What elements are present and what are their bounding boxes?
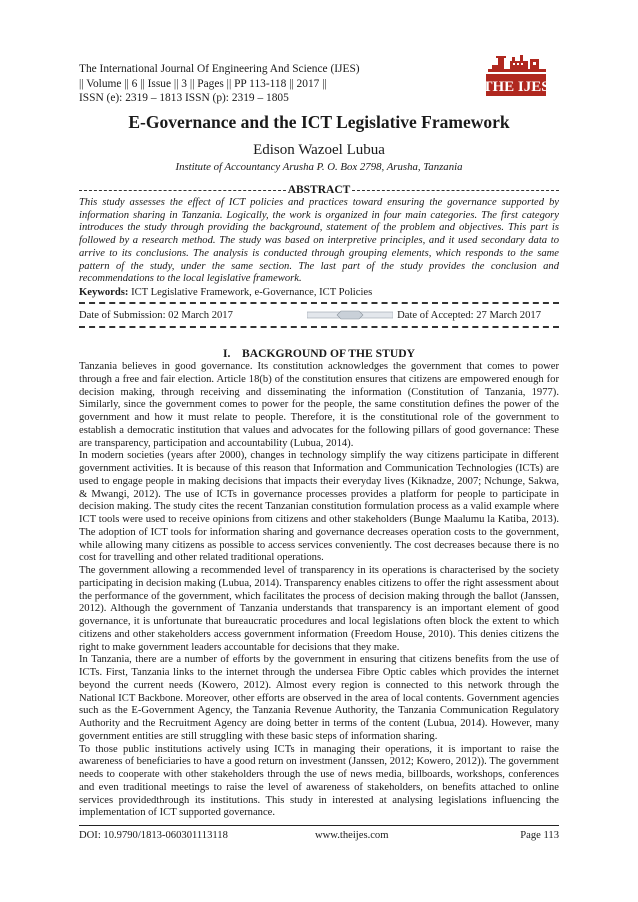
paper-title: E-Governance and the ICT Legislative Framework <box>128 112 510 132</box>
body-paragraph: To those public institutions actively using ICTs in managing their operations, it is important to raise the awareness of beneficiaries to have a good return on investment (Janssen, 2012; Kowero, 2012)). The government needs to cooperate with other stakeholders through the use of news media, billboards, workshops, conferences and even traditional meetings to raise the level of awareness of stakeholders, on benefits attached to online services providedthrough its institutions. This study in interested at analysing legislations influencing the implementation of ICT supported governance. <box>79 743 559 819</box>
keywords-label: Keywords: <box>79 287 129 298</box>
body-paragraph: Tanzania believes in good governance. Its constitution acknowledges the government that comes to power through a free and fair election. Article 18(b) of the constitution ensures that citizens are empowered enough for decision making, through receiving and disseminating the information (Constitution of Tanzania, 1977). Similarly, since the government comes to power for the people, the same constitution defines the power of the government and how it must relate to people. Therefore, it is the constitutional role of the government to establish a democratic institution that values and advocates for the following pillars of good governance: These are transparency, participation and accountability (Lubua, 2014). <box>79 361 559 449</box>
footer-website[interactable]: www.theijes.com <box>315 830 389 841</box>
journal-volume: || Volume || 6 || Issue || 3 || Pages || PP 113-118 || 2017 || <box>79 77 327 90</box>
abstract-heading: ABSTRACT <box>287 184 351 196</box>
dates-row <box>79 309 559 323</box>
section-heading: I. BACKGROUND OF THE STUDY <box>223 347 415 360</box>
body-paragraph: The government allowing a recommended level of transparency in its operations is characterised by the society participating in decision making (Lubua, 2014). Transparency enables citizens to offer the right assessment about the performance of the government, which facilitates the process of decision making through the ballot (Janssen, 2012). Although the government of Tanzania understands that transparency is an important element of good governance, it is unfortunate that bureaucratic procedures and local legislations often block the extent to which citizens and other stakeholders access government information (Freedom House, 2010). This denies citizens the right to make government leaders accountable for decisions that they make. <box>79 565 559 653</box>
divider-dash-right <box>352 190 559 191</box>
page-footer <box>79 829 559 843</box>
footer-doi: DOI: 10.9790/1813-060301113118 <box>79 830 228 841</box>
body-paragraph: In modern societies (years after 2000), changes in technology simplify the way citizens participate in different government activities. It is because of this reason that Information and Communication Technologies (ICTs) are used to engage people in making decisions that impacts their everyday lives (Kiknadze, 2007; Nchunge, Sakwa, & Mwangi, 2012). The use of ICTs in governance processes provides a platform for people to participate in decision making. The study cites the recent Tanzanian constitution formulation process as a valid example where ICT tools were used to receive opinions from citizens and other stakeholders (Bunge Maalumu la Katiba, 2013). The adoption of ICT tools for information sharing and governance decreases operation costs to the government, while allowing many citizens as possible to access services conveniently. The cost decreases because there is no cost for travelling and other related traditional operations. <box>79 450 559 564</box>
section-body <box>79 361 559 820</box>
keywords <box>79 286 559 299</box>
paper-affiliation: Institute of Accountancy Arusha P. O. Box 2798, Arusha, Tanzania <box>175 161 463 173</box>
dates-rule-top <box>79 302 559 304</box>
dates-ornament <box>307 310 393 320</box>
footer-rule <box>79 825 559 826</box>
logo-text: THE IJES <box>482 79 550 95</box>
dates-rule-bottom <box>79 326 559 328</box>
journal-header <box>79 62 360 106</box>
paper-author: Edison Wazoel Lubua <box>253 142 385 158</box>
journal-issn: ISSN (e): 2319 – 1813 ISSN (p): 2319 – 1805 <box>79 92 289 104</box>
footer-page-number: Page 113 <box>520 830 559 841</box>
abstract-text: This study assesses the effect of ICT policies and practices toward ensuring the governance supported by information sharing in Tanzania. Logically, the work is organized in four main categories. The first category introduces the study through providing the background, statement of the problem and objectives. This part is followed by a research method. The study was based on interpretive principles, and it used secondary data to arrive to its conclusions. The analysis is conducted through grouping elements, which responds to the same pattern of the study, under the same section. The last part of the study provides the conclusion and recommendations to the local legislative framework. <box>79 197 559 285</box>
body-paragraph: In Tanzania, there are a number of efforts by the government in ensuring that citizens benefits from the use of ICTs. First, Tanzania links to the internet through the undersea Fibre Optic cables which provides the internet beyond the current needs (Kowero, 2012). Almost every region is connected to this network through the National ICT Backbone. Moreover, other efforts are observed in the area of local contents. Government agencies such as the E-Government Agency, the Tanzania Revenue Authority, the Tanzania Communication Regulatory Authority and the Recruitment Agency are doing better in terms of the content (Lubua, 2014). However, many government entities are still struggling with these basic steps of information sharing. <box>79 654 559 742</box>
submission-date: Date of Submission: 02 March 2017 <box>79 310 233 321</box>
journal-name: The International Journal Of Engineering And Science (IJES) <box>79 63 360 75</box>
abstract-divider <box>79 183 559 197</box>
accepted-date: Date of Accepted: 27 March 2017 <box>397 310 541 321</box>
keywords-text: ICT Legislative Framework, e-Governance, ICT Policies <box>128 287 373 298</box>
journal-logo <box>482 53 550 100</box>
divider-dash-left <box>79 190 286 191</box>
